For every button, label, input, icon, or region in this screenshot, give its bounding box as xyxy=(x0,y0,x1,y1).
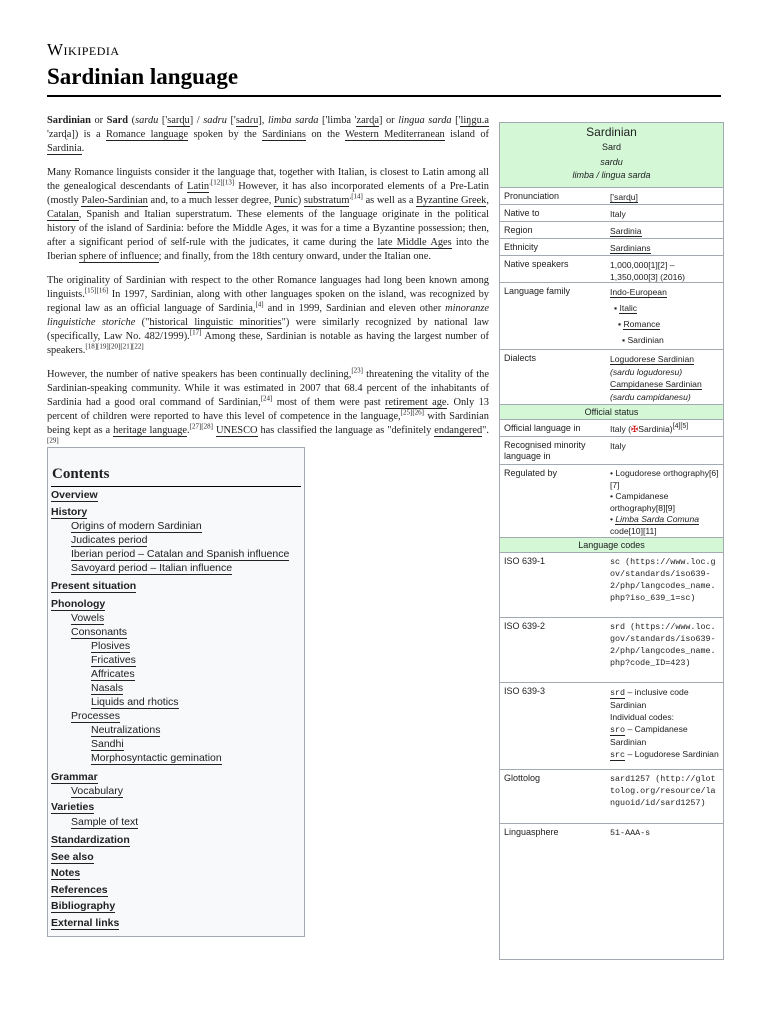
wikipedia-wordmark[interactable]: Wikipedia xyxy=(47,40,120,59)
citation-ref[interactable]: [4] xyxy=(255,300,264,309)
article-link[interactable]: Western Mediterranean xyxy=(345,129,445,140)
article-link[interactable]: Byzantine Greek xyxy=(416,195,487,206)
article-link[interactable]: Romance language xyxy=(105,129,189,140)
paragraph-history: Many Romance linguists consider it the language that, together with Italian, is closest to Latin among all the genealogical descendants of Latin$^{.[12][13]}$ However, it has also incorporated elements of a Pre-Latin (mostly Paleo-Sardinian and, to a much lesser degree, Punic) substratum$^{,[14]}$ as well as a Byzantine Greek, Catalan, Spanish and Italian superstratum. These elements of the language originate in the political history of the island of Sardinia: before the Middle Ages, it was for a time a Byzantine possession; then, after a significant period of self-rule with the judicates, it came during the late Middle Ages into the Iberian sphere of influence; and finally, from the 18th century onward, under the Italian one. xyxy=(47,167,489,262)
toc-item[interactable]: Sandhi xyxy=(91,738,124,750)
article-link[interactable]: retirement age xyxy=(385,397,447,408)
infobox-row-iso1: ISO 639-1 sc (https://www.loc.gov/standards/iso639-2/php/langcodes_name.php?iso_639_1=sc) xyxy=(500,552,723,618)
article-link[interactable]: substratum xyxy=(303,195,350,206)
toc-divider xyxy=(51,486,301,487)
infobox-row-speakers: Native speakers 1,000,000[1][2] – 1,350,000[3] (2016) xyxy=(500,255,723,283)
infobox-row-dialects: Dialects Logudorese Sardinian (sardu logudoresu) Campidanese Sardinian (sardu campidanesu) xyxy=(500,349,723,405)
citation-ref[interactable]: [24] xyxy=(260,394,273,403)
citation-ref[interactable]: .[12][13] xyxy=(209,178,235,187)
infobox-row-linguasphere: Linguasphere 51-AAA-s xyxy=(500,823,723,842)
citation-ref[interactable]: [27][28] xyxy=(189,422,213,431)
article-link[interactable]: sarɖu xyxy=(167,115,190,126)
article-link[interactable]: Catalan xyxy=(47,209,79,220)
citation-ref[interactable]: [29] xyxy=(47,436,59,445)
page-title: Sardinian language xyxy=(47,64,239,89)
article-link[interactable]: Latin xyxy=(187,181,210,192)
infobox-title: Sardinian xyxy=(586,125,637,139)
infobox-row-regulated: Regulated by • Logudorese orthography[6][7] • Campidanese orthography[8][9] • Limba Sarda Comuna code[10][11] xyxy=(500,464,723,538)
infobox-native-name: sardu limba / lingua sarda xyxy=(572,157,651,180)
toc-item[interactable]: Sample of text xyxy=(71,816,139,828)
paragraph-status: The originality of Sardinian with respect to the other Romance languages had long been known among linguists.[15][16] In 1997, Sardinian, along with other languages spoken on the island, was recognized by regional law as an official language of Sardinia,[4] and in 1999, Sardinian and eleven other minoranze linguistiche storiche ("historical linguistic minorities") were similarly recognized by national law (specifically, Law No. 482/1999).[17] Among these, Sardinian is notable as having the largest number of speakers.[18][19][20][21][22] xyxy=(47,275,489,356)
toc-item[interactable]: Processes xyxy=(71,710,121,722)
toc-title: Contents xyxy=(52,466,110,482)
article-link[interactable]: liŋgu.a xyxy=(460,115,489,126)
toc-item[interactable]: Standardization xyxy=(51,834,130,846)
citation-ref[interactable]: [15][16] xyxy=(84,286,109,295)
article-link[interactable]: Paleo-Sardinian xyxy=(81,195,148,206)
article-link[interactable]: historical linguistic minorities xyxy=(149,317,282,328)
citation-ref[interactable]: ,[14] xyxy=(349,192,363,201)
toc-item[interactable]: Judicates period xyxy=(71,534,148,546)
article-link[interactable]: heritage language xyxy=(113,425,188,436)
toc-item[interactable]: References xyxy=(51,884,108,896)
toc-item[interactable]: History xyxy=(51,506,88,518)
infobox-row-native-to: Native to Italy xyxy=(500,204,723,222)
article-link[interactable]: late Middle Ages xyxy=(377,237,452,248)
toc-item[interactable]: Varieties xyxy=(51,801,95,813)
article-link[interactable]: sphere of influence xyxy=(79,251,159,262)
toc-item[interactable]: Fricatives xyxy=(91,654,136,666)
infobox-row-minority: Recognised minority language in Italy xyxy=(500,436,723,465)
toc-item[interactable]: Overview xyxy=(51,489,98,501)
toc-item[interactable]: Nasals xyxy=(91,682,124,694)
toc-item[interactable]: Iberian period – Catalan and Spanish influence xyxy=(71,548,290,560)
table-of-contents xyxy=(47,447,305,937)
infobox-section-official-status: Official status xyxy=(500,404,723,419)
infobox-subtitle: Sard xyxy=(601,142,621,152)
toc-item[interactable]: Liquids and rhotics xyxy=(91,696,179,708)
infobox-row-iso3: ISO 639-3 srd – inclusive code Sardinian Individual codes: sro – Campidanese Sardinian src – Logudorese Sardinian xyxy=(500,682,723,770)
infobox-row-official: Official language in Italy (✠Sardinia)[4][5] xyxy=(500,419,723,437)
toc-item[interactable]: Grammar xyxy=(51,771,98,783)
infobox-row-family: Language family Indo-European ▪ Italic ▪ Romance ▪ Sardinian xyxy=(500,282,723,350)
article-link[interactable]: Sardinia xyxy=(47,143,82,154)
citation-ref[interactable]: [23] xyxy=(351,366,364,375)
citation-ref[interactable]: [18][19][20][21][22] xyxy=(85,342,144,351)
toc-item[interactable]: Present situation xyxy=(51,580,137,592)
article-link[interactable]: endangered xyxy=(434,425,483,436)
paragraph-intro: Sardinian or Sard (sardu ['sarɖu] / sadru ['sadɾu], limba sarda ['limba 'zarɖa] or lingua sarda ['liŋgu.a 'zarɖa]) is a Romance language spoken by the Sardinians on the Western Mediterranean island of Sardinia. xyxy=(47,115,489,154)
toc-item[interactable]: Notes xyxy=(51,867,81,879)
toc-item[interactable]: Consonants xyxy=(71,626,128,638)
toc-item[interactable]: Affricates xyxy=(91,668,135,680)
infobox-row-glottolog: Glottolog sard1257 (http://glottolog.org/resource/languoid/id/sard1257) xyxy=(500,769,723,824)
article-link[interactable]: sadɾu xyxy=(235,115,259,126)
infobox-row-region: Region Sardinia xyxy=(500,221,723,239)
infobox xyxy=(499,122,724,960)
citation-ref[interactable]: [25][26] xyxy=(400,408,424,417)
toc-item[interactable]: Vowels xyxy=(71,612,105,624)
flag-icon: ✠ xyxy=(631,424,639,434)
paragraph-decline: However, the number of native speakers has been continually declining,[23] threatening the vitality of the Sardinian-speaking community. While it was estimated in 2007 that 68.4 percent of the inhabitants of Sardinia had a good oral command of Sardinian,[24] most of them were past retirement age. Only 13 percent of children were reported to have this level of competence in the language,[25][26] with Sardinian being kept as a heritage language.[27][28] UNESCO has classified the language as "definitely endangered".[29] xyxy=(47,366,489,445)
infobox-row-pronunciation: Pronunciation ['sarɖu] xyxy=(500,187,723,205)
article-body xyxy=(47,114,489,462)
article-link[interactable]: Sardinians xyxy=(262,129,306,140)
toc-item[interactable]: Morphosyntactic gemination xyxy=(91,752,222,764)
infobox-row-iso2: ISO 639-2 srd (https://www.loc.gov/standards/iso639-2/php/langcodes_name.php?code_ID=423) xyxy=(500,617,723,683)
toc-item[interactable]: Bibliography xyxy=(51,900,116,912)
title-divider xyxy=(47,95,721,97)
infobox-row-ethnicity: Ethnicity Sardinians xyxy=(500,238,723,256)
article-link[interactable]: Punic xyxy=(274,195,298,206)
article-link[interactable]: zarɖa xyxy=(356,115,379,126)
article-link[interactable]: UNESCO xyxy=(215,425,258,436)
toc-item[interactable]: External links xyxy=(51,917,120,929)
toc-item[interactable]: Phonology xyxy=(51,598,106,610)
toc-item[interactable]: Savoyard period – Italian influence xyxy=(71,562,233,574)
toc-item[interactable]: Vocabulary xyxy=(71,785,123,797)
toc-item[interactable]: Origins of modern Sardinian xyxy=(71,520,202,532)
infobox-header xyxy=(500,123,723,187)
infobox-section-language-codes: Language codes xyxy=(500,537,723,552)
citation-ref[interactable]: [17] xyxy=(189,328,202,337)
toc-item[interactable]: Plosives xyxy=(91,640,131,652)
toc-item[interactable]: Neutralizations xyxy=(91,724,161,736)
toc-item[interactable]: See also xyxy=(51,851,94,863)
